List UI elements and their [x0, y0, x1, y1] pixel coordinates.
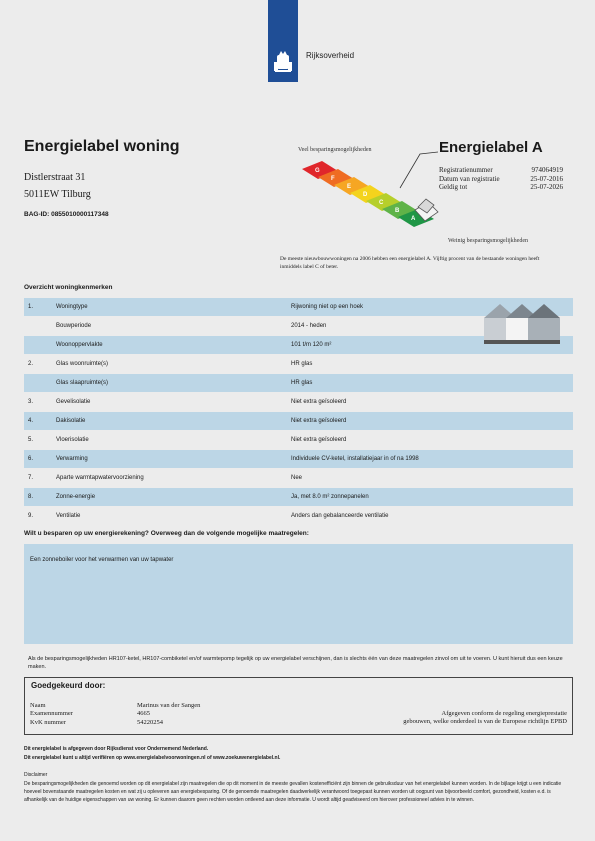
scale-step-label: F	[331, 176, 335, 182]
footer-line-2: Dit energielabel kunt u altijd verifiëren op www.energielabelvoorwoningen.nl of www.zoekuwenergielabel.nl.	[24, 755, 281, 761]
logo-text: Rijksoverheid	[306, 51, 355, 60]
row-value: HR glas	[287, 355, 573, 374]
scale-bottom-caption: Weinig besparingsmogelijkheden	[448, 238, 528, 244]
table-row	[24, 393, 573, 412]
row-label: Glas woonruimte(s)	[52, 355, 287, 374]
approved-title: Goedgekeurd door:	[31, 681, 106, 690]
scale-step-label: B	[395, 208, 400, 214]
crest-icon	[268, 0, 298, 82]
scale-step-label: G	[315, 168, 320, 174]
registration-row	[439, 166, 563, 175]
address-street: Distlerstraat 31	[24, 172, 86, 183]
row-value: 101 t/m 120 m²	[287, 336, 573, 355]
conform-line: gebouwen, welke onderdeel is van de Europese richtlijn EPBD	[403, 718, 567, 726]
address-city: 5011EW Tilburg	[24, 189, 91, 200]
table-row	[24, 374, 573, 393]
row-label: Glas slaapruimte(s)	[52, 374, 287, 393]
row-value: Anders dan gebalanceerde ventilatie	[287, 507, 573, 526]
row-number: 6.	[24, 450, 52, 469]
footer-line-1: Dit energielabel is afgegeven door Rijksdienst voor Ondernemend Nederland.	[24, 746, 209, 752]
conform-text	[403, 710, 567, 727]
approved-box	[24, 677, 573, 735]
scale-step-label: C	[379, 200, 384, 206]
row-label: Woningtype	[52, 298, 287, 317]
row-number: 1.	[24, 298, 52, 317]
row-number: 5.	[24, 431, 52, 450]
row-number	[24, 317, 52, 336]
measures-box	[24, 544, 573, 644]
approved-key: KvK nummer	[30, 718, 66, 726]
row-label: Bouwperiode	[52, 317, 287, 336]
row-label: Dakisolatie	[52, 412, 287, 431]
measure-item: Een zonneboiler voor het verwarmen van uw tapwater	[30, 557, 174, 563]
approved-keys	[30, 702, 73, 727]
scale-step-label: E	[347, 184, 352, 190]
registration-row	[439, 175, 563, 184]
row-label: Woonoppervlakte	[52, 336, 287, 355]
approved-value: 54220254	[137, 718, 163, 726]
label-note: De meeste nieuwbouwwoningen na 2006 hebben een energielabel A. Vijftig procent van de bestaande woningen heeft inmiddels label C of beter.	[280, 256, 540, 270]
approved-key: Naam	[30, 702, 46, 709]
row-number: 2.	[24, 355, 52, 374]
disclaimer-title: Disclaimer	[24, 772, 48, 778]
row-label: Aparte warmtapwatervoorziening	[52, 469, 287, 488]
registration-block	[439, 166, 563, 192]
registration-value: 974064919	[531, 166, 563, 174]
rijksoverheid-logo-bar	[268, 0, 298, 82]
row-label: Verwarming	[52, 450, 287, 469]
row-number: 9.	[24, 507, 52, 526]
bag-id: BAG-ID: 0855010000117348	[24, 211, 109, 218]
approved-value: Marinus van der Sangen	[137, 702, 201, 709]
table-row	[24, 355, 573, 374]
approved-values	[137, 702, 200, 727]
table-row	[24, 507, 573, 526]
row-number: 7.	[24, 469, 52, 488]
registration-value: 25-07-2016	[530, 174, 563, 183]
table-row	[24, 431, 573, 450]
row-number: 3.	[24, 393, 52, 412]
label-pointer-line	[398, 150, 440, 192]
scale-step-label: D	[363, 192, 368, 198]
row-value: Niet extra geïsoleerd	[287, 412, 573, 431]
approved-value: 4665	[137, 710, 150, 718]
row-value: Niet extra geïsoleerd	[287, 431, 573, 450]
table-row	[24, 412, 573, 431]
row-label: Gevelisolatie	[52, 393, 287, 412]
row-number	[24, 336, 52, 355]
scale-top-caption: Veel besparingsmogelijkheden	[298, 147, 372, 153]
registration-key: Geldig tot	[439, 183, 468, 191]
row-label: Ventilatie	[52, 507, 287, 526]
measures-heading: Wilt u besparen op uw energierekening? Overweeg dan de volgende mogelijke maatregelen:	[24, 530, 309, 537]
conform-line: Afgegeven conform de regeling energieprestatie	[441, 710, 567, 717]
registration-row	[439, 183, 563, 192]
energy-label-title: Energielabel A	[439, 139, 543, 156]
row-number	[24, 374, 52, 393]
registration-key: Datum van registratie	[439, 174, 500, 183]
row-number: 8.	[24, 488, 52, 507]
row-value: Rijwoning niet op een hoek	[287, 298, 573, 317]
row-label: Vloerisolatie	[52, 431, 287, 450]
row-value: Nee	[287, 469, 573, 488]
table-row	[24, 450, 573, 469]
approved-key: Examennummer	[30, 710, 73, 718]
row-value: Ja, met 8.0 m² zonnepanelen	[287, 488, 573, 507]
scale-step-label: A	[411, 216, 416, 222]
terraced-houses-icon	[482, 298, 562, 348]
registration-key: Registratienummer	[439, 166, 493, 174]
row-value: 2014 - heden	[287, 317, 573, 336]
disclaimer-text: De besparingsmogelijkheden die genoemd worden op dit energielabel zijn maatregelen die op dit moment in de meeste gevallen kostenefficiënt zijn binnen de gebruiksduur van het energielabel kunnen worden. In de bijlage krijgt u een indicatie hoeveel bovenstaande maatregelen kosten en wat zij u opleveren aan energiebesparing. Of de genoemde maatregelen daadwerkelijk verantwoord toegepast kunnen worden uit oogpunt van bijvoorbeeld comfort, gezondheid, kosten e.d. is afhankelijk van de huidige eigenschappen van uw woning. Er kunnen daarom geen rechten worden ontleend aan deze informatie. U wordt altijd geadviseerd om hierover professioneel advies in te winnen.	[24, 781, 562, 803]
row-label: Zonne-energie	[52, 488, 287, 507]
table-row	[24, 469, 573, 488]
row-value: Niet extra geïsoleerd	[287, 393, 573, 412]
measures-footnote: Als de besparingsmogelijkheden HR107-ketel, HR107-combiketel en/of warmtepomp tegelijk op uw energielabel verschijnen, dan is slechts één van deze maatregelen zinvol om uit te voeren. U kunt hieruit dus een keuze maken.	[28, 656, 563, 670]
overview-heading: Overzicht woningkenmerken	[24, 284, 113, 291]
row-value: HR glas	[287, 374, 573, 393]
table-row	[24, 488, 573, 507]
page-title: Energielabel woning	[24, 138, 180, 155]
row-number: 4.	[24, 412, 52, 431]
row-value: Individuele CV-ketel, installatiejaar in of na 1998	[287, 450, 573, 469]
registration-value: 25-07-2026	[530, 183, 563, 191]
